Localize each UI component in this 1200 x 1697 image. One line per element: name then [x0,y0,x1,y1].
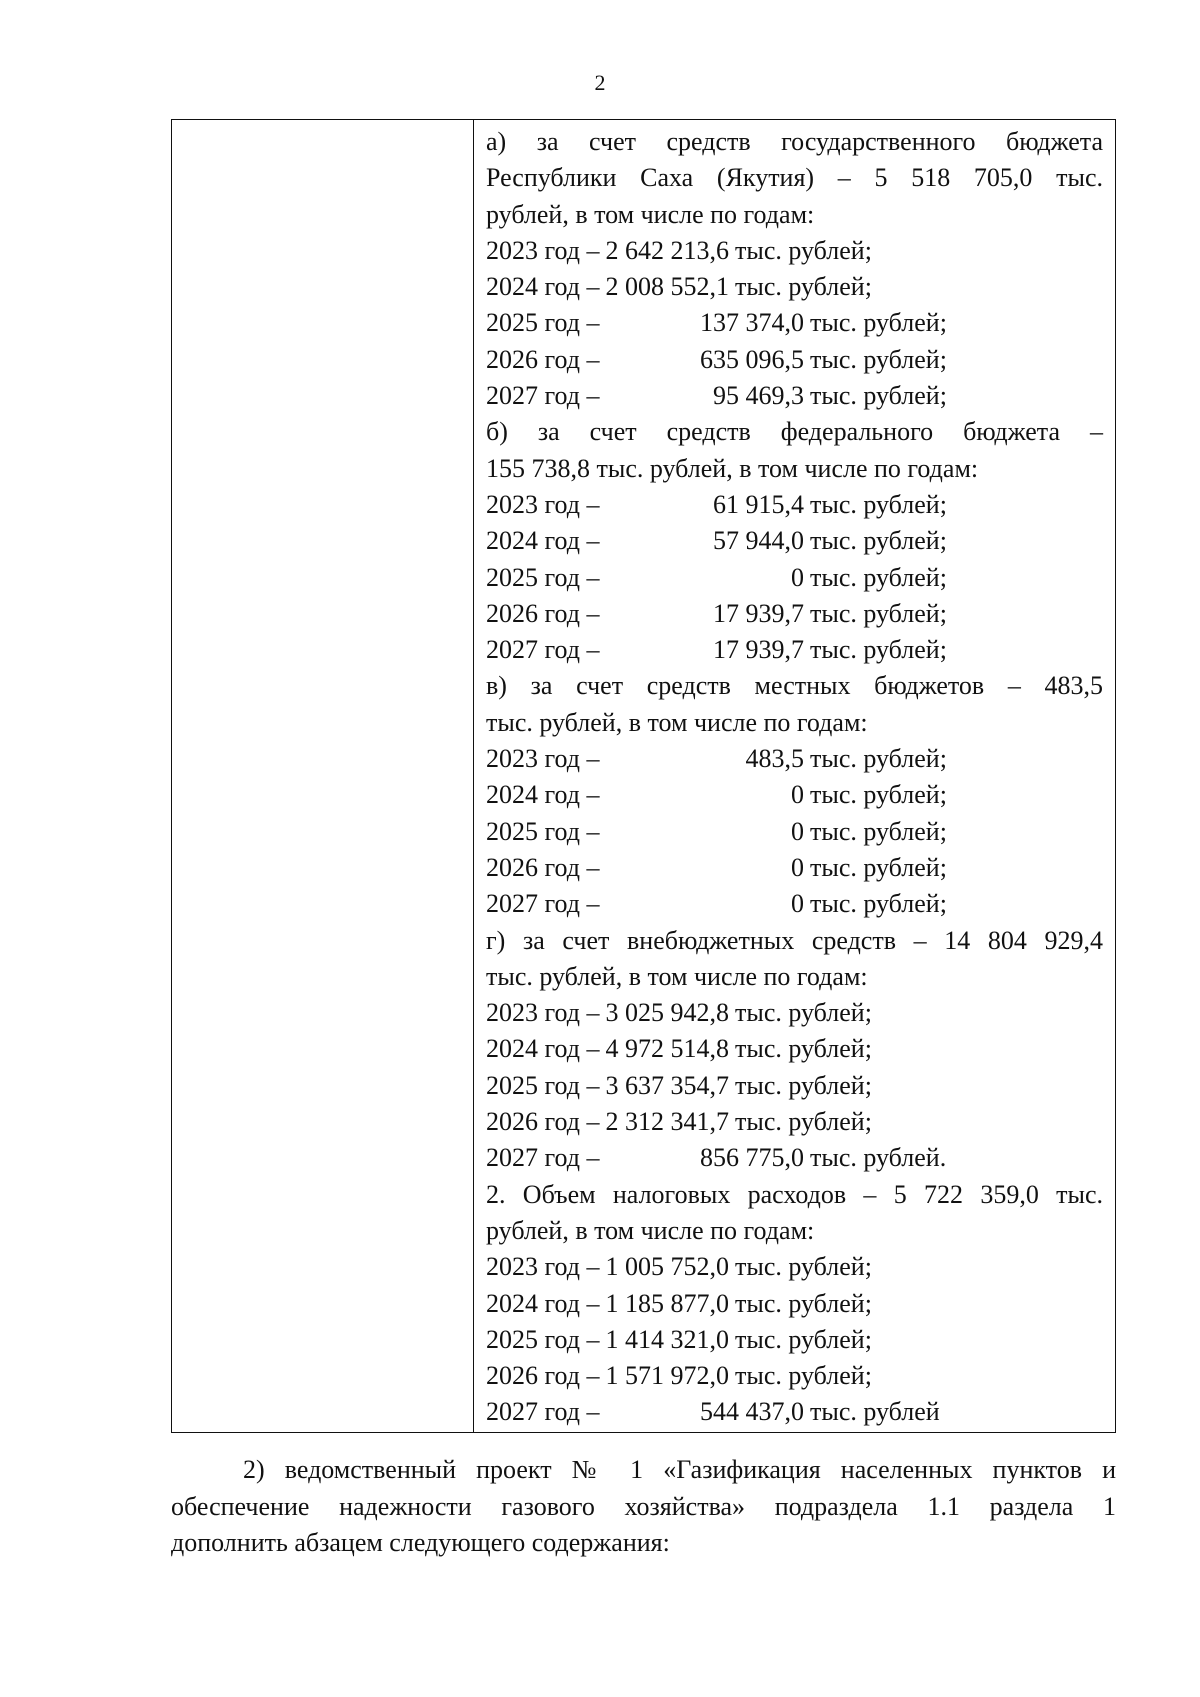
year-row [486,378,1103,414]
year-amount: 0 [791,816,804,846]
year-unit: тыс. рублей; [735,272,872,302]
year-row [486,777,1103,813]
year-row [486,487,1103,523]
year-label: 2025 год – [486,308,600,338]
year-label: 2026 год – [486,1107,600,1137]
year-amount: 0 [791,562,804,592]
block-a-line-3: рублей, в том числе по годам: [486,199,815,229]
year-row [486,560,1103,596]
year-row [486,523,1103,559]
year-unit: тыс. рублей; [810,526,947,556]
year-row [486,632,1103,668]
year-row [486,1031,1103,1067]
year-row [486,269,1103,305]
year-label: 2027 год – [486,381,600,411]
year-amount: 17 939,7 [713,598,804,628]
year-amount: 0 [791,852,804,882]
year-label: 2025 год – [486,816,600,846]
year-label: 2024 год – [486,780,600,810]
year-unit: тыс. рублей; [810,635,947,665]
year-unit: тыс. рублей; [810,344,947,374]
year-unit: тыс. рублей; [810,381,947,411]
year-row [486,995,1103,1031]
year-label: 2025 год – [486,562,600,592]
year-amount: 2 008 552,1 [605,272,729,302]
year-unit: тыс. рублей; [810,562,947,592]
year-unit: тыс. рублей; [735,1361,872,1391]
year-label: 2027 год – [486,1143,600,1173]
year-amount: 0 [791,889,804,919]
year-unit: тыс. рублей; [735,1034,872,1064]
year-row [486,1068,1103,1104]
year-amount: 3 637 354,7 [605,1070,729,1100]
after-table-paragraph [171,1452,1116,1562]
year-row [486,814,1103,850]
block-a-line-1: а) за счет средств государственного бюджета [486,127,1103,156]
year-unit: тыс. рублей; [810,852,947,882]
year-label: 2023 год – [486,744,600,774]
year-row [486,1140,1103,1176]
table-left-cell [172,120,474,1432]
year-row [486,741,1103,777]
paragraph-line-1: 2) ведомственный проект № 1 «Газификация населенных пунктов и [243,1455,1116,1484]
year-row [486,1104,1103,1140]
year-label: 2023 год – [486,1252,600,1282]
year-label: 2023 год – [486,489,600,519]
year-unit: тыс. рублей; [810,489,947,519]
year-unit: тыс. рублей [810,1397,940,1427]
year-row [486,1249,1103,1285]
year-unit: тыс. рублей. [810,1143,947,1173]
year-row [486,850,1103,886]
year-unit: тыс. рублей; [810,598,947,628]
year-unit: тыс. рублей; [735,1324,872,1354]
funding-table [171,119,1116,1433]
year-label: 2024 год – [486,526,600,556]
year-row [486,305,1103,341]
year-amount: 95 469,3 [713,381,804,411]
year-label: 2024 год – [486,272,600,302]
block-v-line-2: тыс. рублей, в том числе по годам: [486,707,868,737]
year-row [486,233,1103,269]
year-amount: 1 005 752,0 [605,1252,729,1282]
block-b-line-2: 155 738,8 тыс. рублей, в том числе по годам: [486,453,979,483]
year-amount: 483,5 [745,744,804,774]
year-row [486,1358,1103,1394]
year-unit: тыс. рублей; [735,1288,872,1318]
year-label: 2026 год – [486,852,600,882]
year-unit: тыс. рублей; [735,1070,872,1100]
paragraph-line-2: обеспечение надежности газового хозяйства» подраздела 1.1 раздела 1 [171,1491,1116,1521]
year-unit: тыс. рублей; [810,816,947,846]
year-amount: 1 571 972,0 [605,1361,729,1391]
year-amount: 4 972 514,8 [605,1034,729,1064]
year-amount: 57 944,0 [713,526,804,556]
year-row [486,342,1103,378]
year-amount: 1 414 321,0 [605,1324,729,1354]
year-label: 2023 год – [486,998,600,1028]
year-row [486,1286,1103,1322]
year-unit: тыс. рублей; [735,1107,872,1137]
year-label: 2026 год – [486,344,600,374]
year-unit: тыс. рублей; [735,998,872,1028]
year-row [486,596,1103,632]
year-label: 2027 год – [486,635,600,665]
year-amount: 635 096,5 [700,344,804,374]
year-row [486,1394,1103,1430]
year-amount: 17 939,7 [713,635,804,665]
page-number: 2 [594,70,606,95]
year-label: 2024 год – [486,1034,600,1064]
block-b-line-1: б) за счет средств федерального бюджета – [486,417,1103,447]
table-right-cell [474,120,1115,1432]
year-unit: тыс. рублей; [735,235,872,265]
year-label: 2026 год – [486,598,600,628]
year-amount: 2 642 213,6 [605,235,729,265]
block-tax-line-1: 2. Объем налоговых расходов – 5 722 359,0 тыс. [486,1179,1103,1209]
block-a-line-2: Республики Саха (Якутия) – 5 518 705,0 тыс. [486,163,1103,193]
block-g-line-1: г) за счет внебюджетных средств – 14 804 929,4 [486,925,1103,955]
year-unit: тыс. рублей; [810,889,947,919]
year-label: 2026 год – [486,1361,600,1391]
year-amount: 2 312 341,7 [605,1107,729,1137]
year-label: 2024 год – [486,1288,600,1318]
year-amount: 0 [791,780,804,810]
year-amount: 544 437,0 [700,1397,804,1427]
year-unit: тыс. рублей; [810,744,947,774]
paragraph-line-3: дополнить абзацем следующего содержания: [171,1528,670,1557]
block-g-line-2: тыс. рублей, в том числе по годам: [486,961,868,991]
year-unit: тыс. рублей; [735,1252,872,1282]
year-unit: тыс. рублей; [810,780,947,810]
year-label: 2025 год – [486,1070,600,1100]
year-row [486,886,1103,922]
year-label: 2027 год – [486,1397,600,1427]
block-v-line-1: в) за счет средств местных бюджетов – 483,5 [486,671,1103,701]
year-amount: 137 374,0 [700,308,804,338]
year-label: 2023 год – [486,235,600,265]
year-amount: 856 775,0 [700,1143,804,1173]
year-unit: тыс. рублей; [810,308,947,338]
year-amount: 61 915,4 [713,489,804,519]
year-label: 2027 год – [486,889,600,919]
year-row [486,1322,1103,1358]
year-amount: 3 025 942,8 [605,998,729,1028]
block-tax-line-2: рублей, в том числе по годам: [486,1215,815,1245]
year-amount: 1 185 877,0 [605,1288,729,1318]
year-label: 2025 год – [486,1324,600,1354]
